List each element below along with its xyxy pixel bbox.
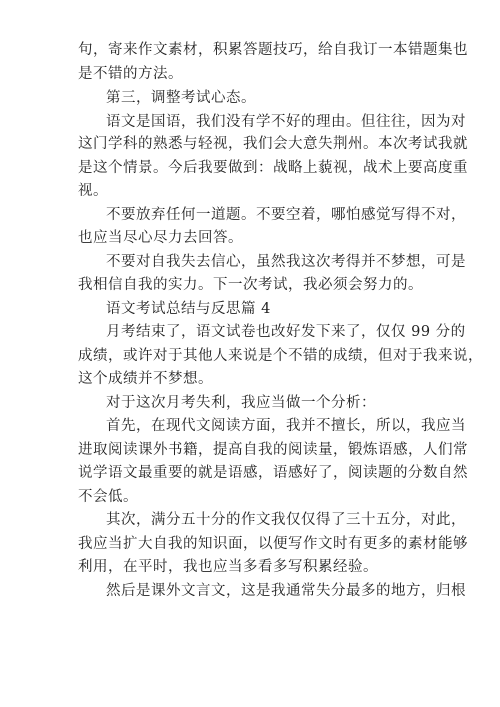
text-line: 利用，在平时，我也应当多看多写积累经验。 xyxy=(78,559,378,575)
text-line: 也应当尽心尽力去回答。 xyxy=(78,230,243,246)
text-line: 其次，满分五十分的作文我仅仅得了三十五分，对此， xyxy=(106,512,466,528)
text-line: 月考结束了，语文试卷也改好发下来了，仅仅 99 分的 xyxy=(106,324,466,340)
text-line: 然后是课外文言文，这是我通常失分最多的地方，归根 xyxy=(106,583,466,599)
text-line: 不会低。 xyxy=(78,489,138,505)
text-line: 句，寄来作文素材，积累答题技巧，给自我订一本错题集也 xyxy=(78,42,468,58)
text-line: 视。 xyxy=(78,183,108,199)
text-line: 这门学科的熟悉与轻视，我们会大意失荆州。本次考试我就 xyxy=(78,136,468,152)
text-line: 说学语文最重要的就是语感，语感好了，阅读题的分数自然 xyxy=(78,465,468,481)
text-line: 我应当扩大自我的知识面，以便写作文时有更多的素材能够 xyxy=(78,536,468,552)
text-line: 这个成绩并不梦想。 xyxy=(78,371,213,387)
text-line: 不要放弃任何一道题。不要空着，哪怕感觉写得不对， xyxy=(106,207,466,223)
text-line: 语文是国语，我们没有学不好的理由。但往往，因为对 xyxy=(106,114,466,130)
section-heading: 语文考试总结与反思篇 4 xyxy=(106,301,271,317)
text-line: 对于这次月考失利，我应当做一个分析： xyxy=(106,395,376,411)
text-line: 是不错的方法。 xyxy=(78,66,183,82)
text-line: 我相信自我的实力。下一次考试，我必须会努力的。 xyxy=(78,277,423,293)
section-heading: 第三，调整考试心态。 xyxy=(106,90,256,106)
text-line: 不要对自我失去信心，虽然我这次考得并不梦想，可是 xyxy=(106,254,466,270)
text-line: 首先，在现代文阅读方面，我并不擅长，所以，我应当 xyxy=(106,418,466,434)
text-line: 成绩，或许对于其他人来说是个不错的成绩，但对于我来说， xyxy=(78,348,483,364)
text-line: 是这个情景。今后我要做到：战略上藐视，战术上要高度重 xyxy=(78,160,468,176)
text-line: 进取阅读课外书籍，提高自我的阅读量，锻炼语感，人们常 xyxy=(78,442,468,458)
